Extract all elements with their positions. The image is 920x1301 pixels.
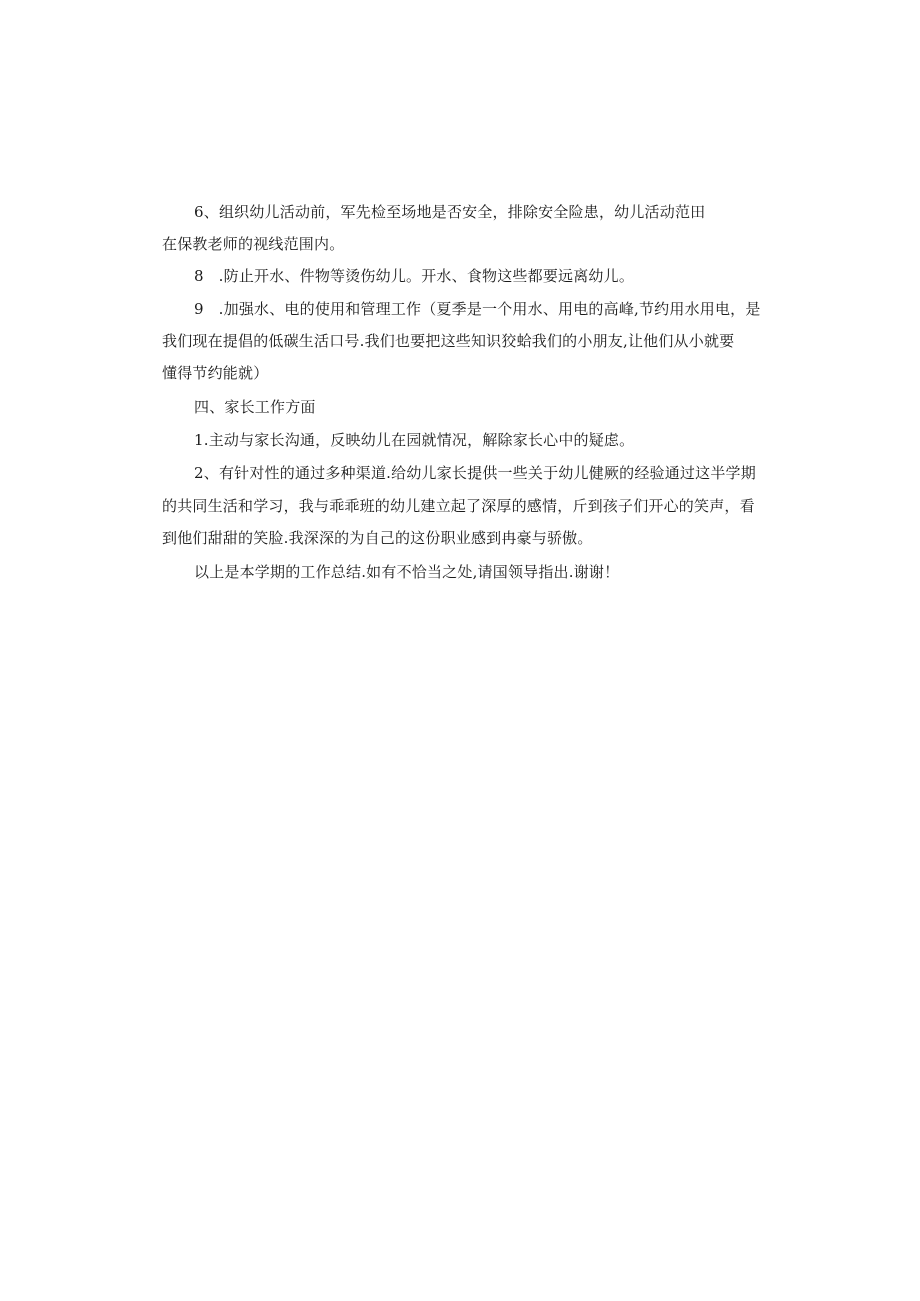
paragraph-item-9-line-1: 9 .加强水、电的使用和管理工作（夏季是一个用水、用电的高峰,节约用水用电，是 [194,300,761,318]
section-heading-parents: 四、家长工作方面 [194,398,316,416]
paragraph-parents-2-line-1: 2、有针对性的通过多种渠道.给幼儿家长提供一些关于幼儿健厥的经验通过这半学期 [194,464,756,482]
paragraph-parents-2-line-2: 的共同生活和学习，我与乖乖班的幼儿建立起了深厚的感情，斤到孩子们开心的笑声，看 [162,497,755,515]
closing-paragraph: 以上是本学期的工作总结.如有不恰当之处,请国领导指出.谢谢！ [194,563,620,581]
paragraph-parents-1: 1.主动与家长沟通，反映幼儿在园就情况，解除家长心中的疑虑。 [194,431,635,449]
paragraph-item-9-line-3: 懂得节约能就） [162,364,269,382]
paragraph-parents-2-line-3: 到他们甜甜的笑脸.我深深的为自己的这份职业感到冉豪与骄傲。 [162,529,593,547]
paragraph-item-8: 8 .防止开水、件物等烫伤幼儿。开水、食物这些都要远离幼儿。 [194,267,635,285]
paragraph-item-6-line-2: 在保教老师的视线范围内。 [162,235,345,253]
paragraph-item-6-line-1: 6、组织幼儿活动前，军先检至场地是否安全，排除安全险患，幼儿活动范田 [194,203,706,221]
paragraph-item-9-line-2: 我们现在提倡的低碳生活口号.我们也要把这些知识狡蛤我们的小朋友,让他们从小就要 [162,332,735,350]
